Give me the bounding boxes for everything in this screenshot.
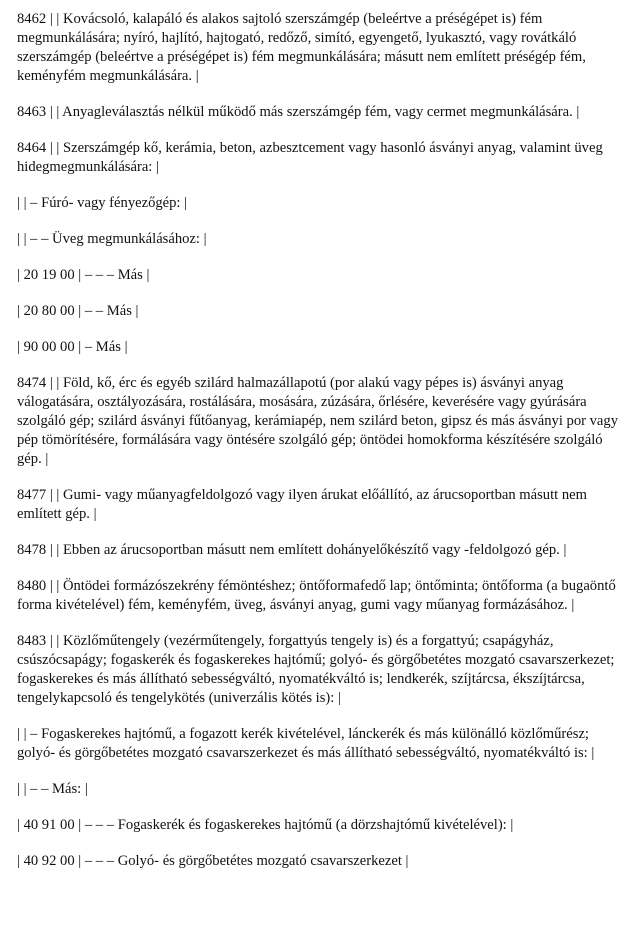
paragraph-other: | | – – Más: | xyxy=(17,781,88,797)
paragraph-8478: 8478 | | Ebben az árucsoportban másutt nem említett dohányelőkészítő vagy -feldolgozó gép. | xyxy=(17,542,567,558)
paragraph-glass: | | – – Üveg megmunkálásához: | xyxy=(17,231,207,247)
paragraph-208000: | 20 80 00 | – – Más | xyxy=(17,303,139,319)
paragraph-8462: 8462 | | Kovácsoló, kalapáló és alakos sajtoló szerszámgép (beleértve a préségépet is) fém megmunkálására; nyíró, hajlító, hajtogató, redőző, simító, egyengető, lyukasztó, vagy rovátkáló szerszámgép (beleértve a préségépet is) fém megmunkálására; másutt nem említett préségép fém, keményfém megmunkálására. | xyxy=(17,11,586,84)
paragraph-900000: | 90 00 00 | – Más | xyxy=(17,339,128,355)
paragraph-201900: | 20 19 00 | – – – Más | xyxy=(17,267,150,283)
paragraph-drill-polish: | | – Fúró- vagy fényezőgép: | xyxy=(17,195,188,211)
paragraph-409100: | 40 91 00 | – – – Fogaskerék és fogaskerekes hajtómű (a dörzshajtómű kivételével): | xyxy=(17,817,514,833)
paragraph-8480: 8480 | | Öntödei formázószekrény fémöntéshez; öntőformafedő lap; öntőminta; öntőforma (a bugaöntő forma kivételével) fém, keményfém, üveg, ásványi anyag, gumi vagy műanyag formázásához. | xyxy=(17,578,616,613)
paragraph-gear-drive: | | – Fogaskerekes hajtómű, a fogazott kerék kivételével, lánckerék és más különálló közlőműrész; golyó- és görgőbetétes mozgató csavarszerkezet és más állítható sebességváltó, nyomatékváltó is: | xyxy=(17,726,595,761)
document-page xyxy=(17,10,621,888)
paragraph-409200: | 40 92 00 | – – – Golyó- és görgőbetétes mozgató csavarszerkezet | xyxy=(17,853,409,869)
paragraph-8477: 8477 | | Gumi- vagy műanyagfeldolgozó vagy ilyen árukat előállító, az árucsoportban másutt nem említett gép. | xyxy=(17,487,587,522)
paragraph-8483: 8483 | | Közlőműtengely (vezérműtengely, forgattyús tengely is) és a forgattyú; csapágyház, csúszócsapágy; fogaskerék és fogaskerekes hajtómű; golyó- és görgőbetétes mozgató csavarszerkezet; fogaskerekes és más állítható sebességváltó, nyomatékváltó is; lendkerék, szíjtárcsa, ékszíjtárcsa, tengelykapcsoló és tengelykötés (univerzális kötés is): | xyxy=(17,633,615,706)
paragraph-8463: 8463 | | Anyagleválasztás nélkül működő más szerszámgép fém, vagy cermet megmunkálására. | xyxy=(17,104,580,120)
paragraph-8464: 8464 | | Szerszámgép kő, kerámia, beton, azbesztcement vagy hasonló ásványi anyag, valamint üveg hidegmegmunkálására: | xyxy=(17,140,603,175)
paragraph-8474: 8474 | | Föld, kő, érc és egyéb szilárd halmazállapotú (por alakú vagy pépes is) ásványi anyag válogatására, osztályozására, rostálására, mosására, zúzására, őrlésére, keverésére vagy gyúrására szolgáló gép; szilárd ásványi fűtőanyag, kerámiapép, nem szilárd beton, gipsz és más ásványi por vagy pép tömörítésére, formálására vagy öntésére szolgáló gép; öntödei homokforma készítésére szolgáló gép. | xyxy=(17,375,619,467)
